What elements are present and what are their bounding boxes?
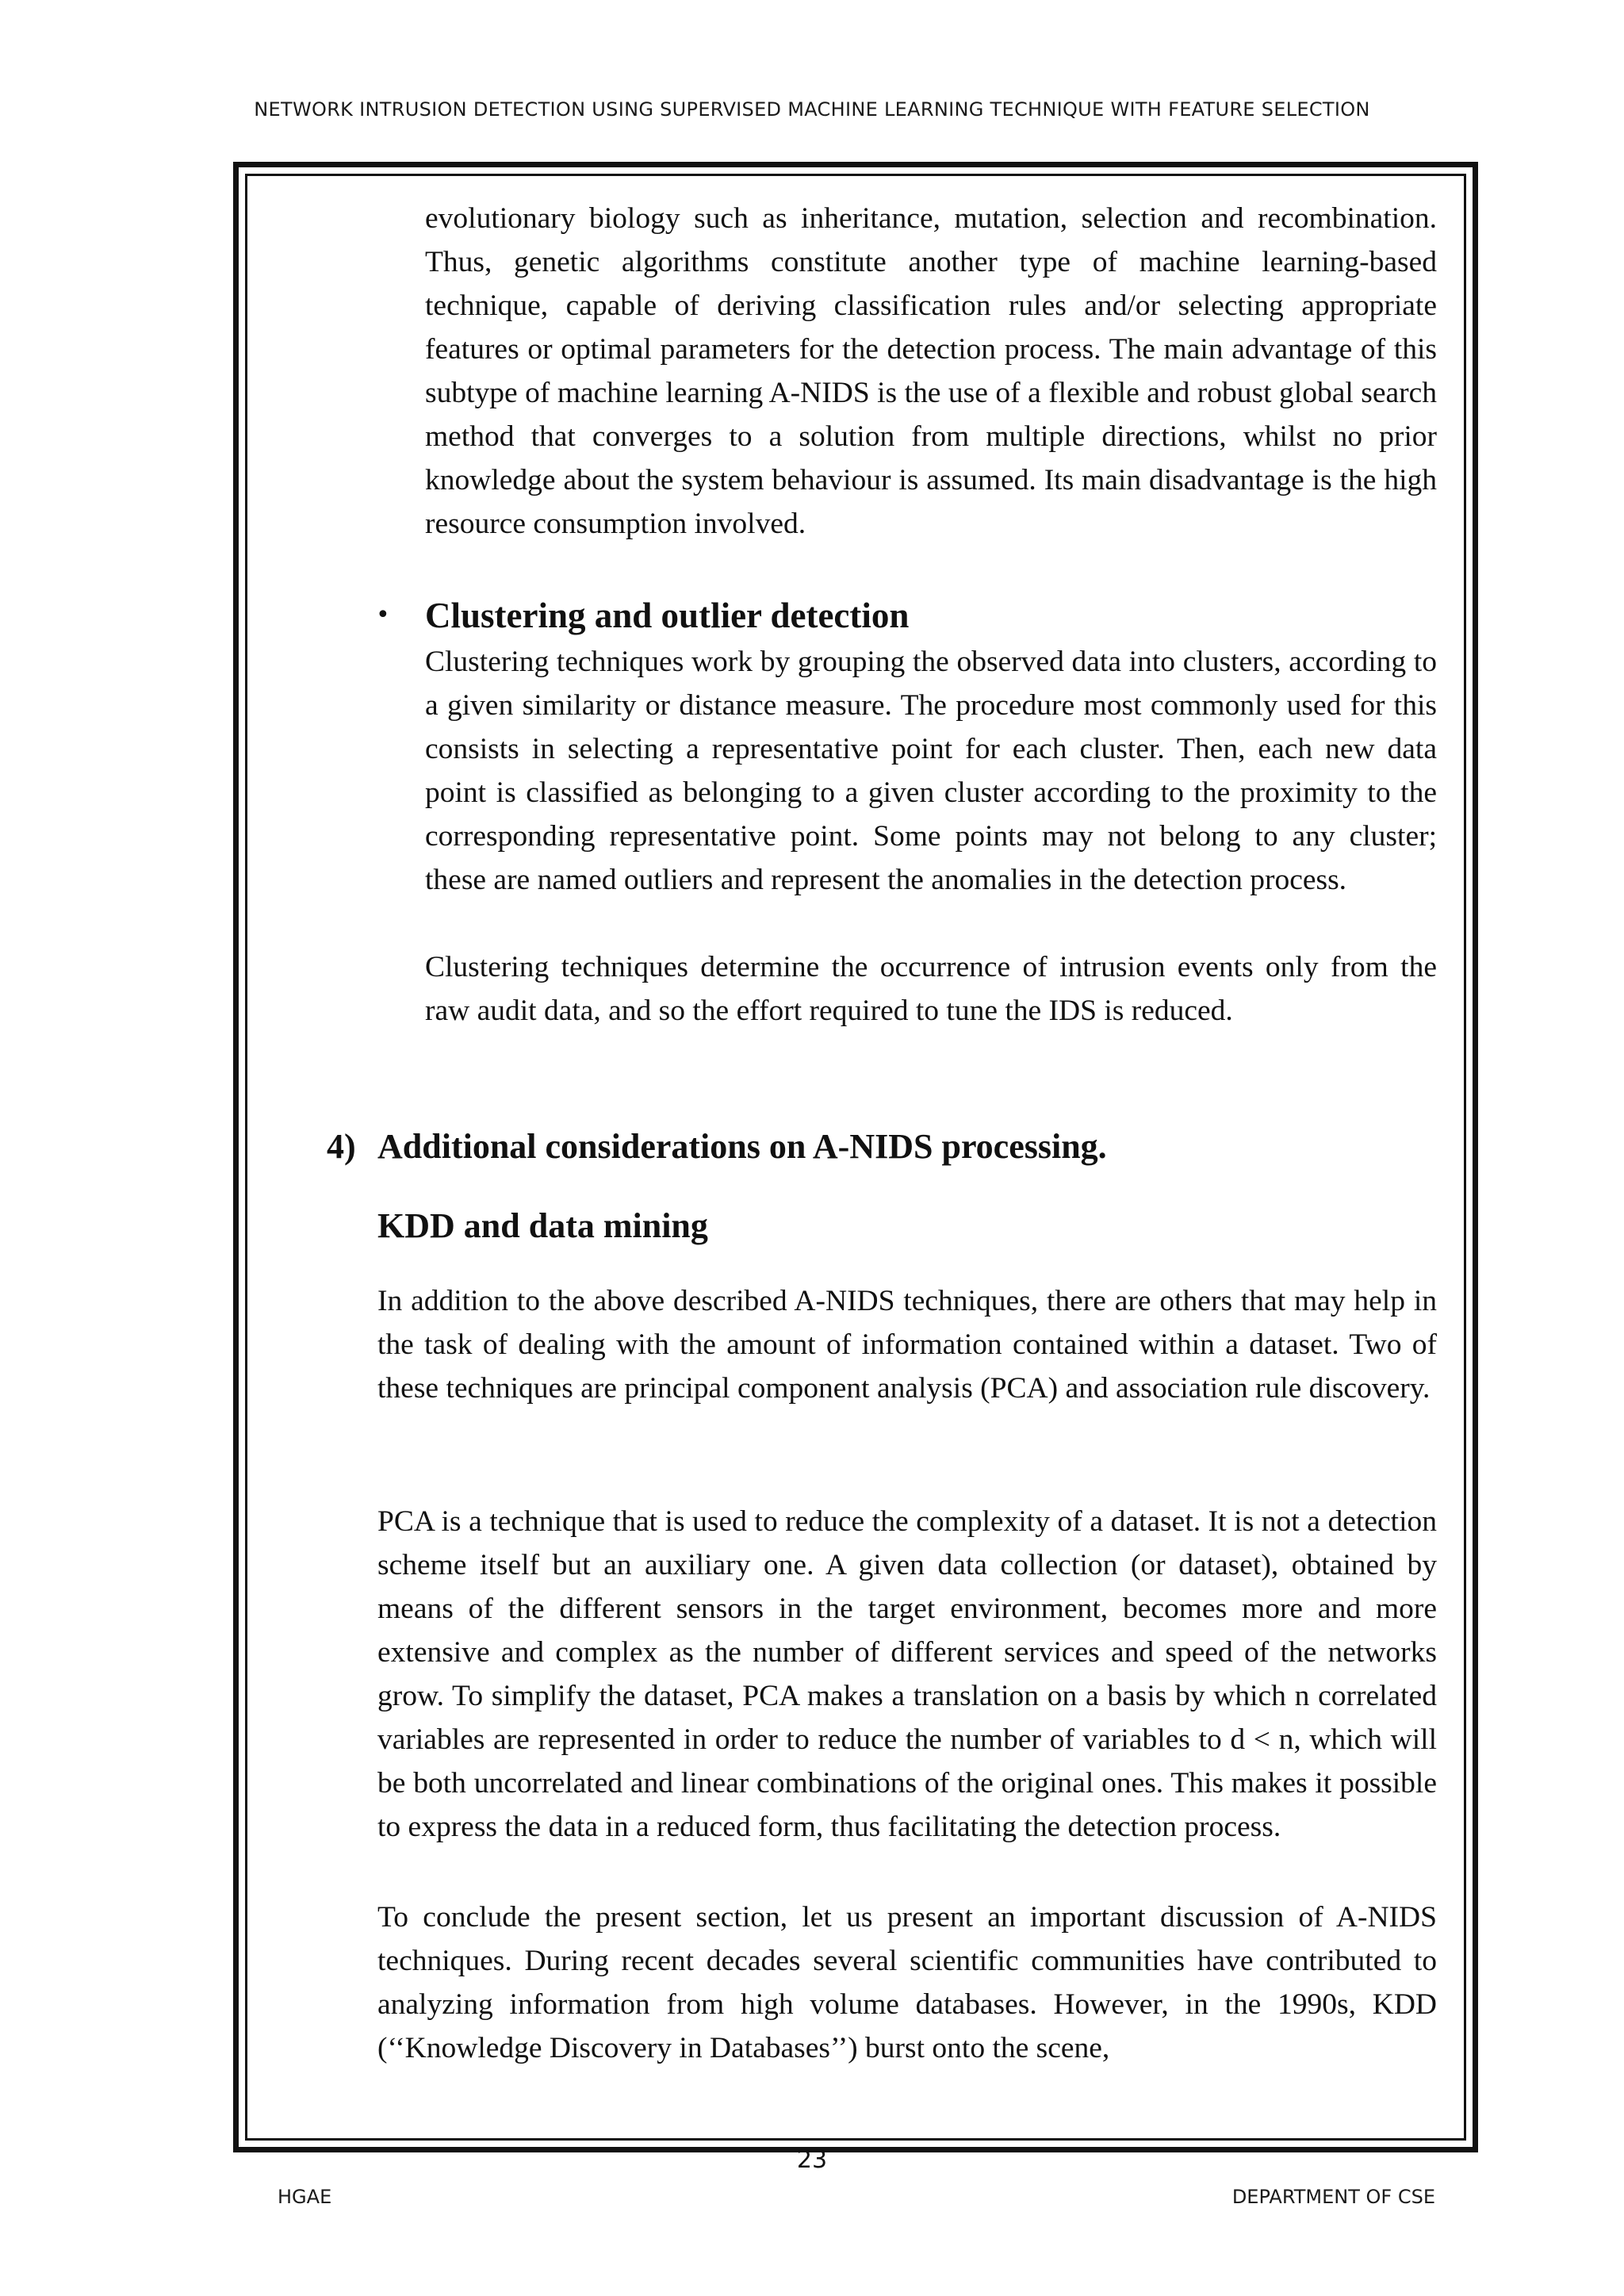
footer-institution: HGAE	[278, 2186, 332, 2208]
subsection-title: KDD and data mining	[377, 1206, 708, 1245]
section-title: Additional considerations on A-NIDS processing.	[377, 1127, 1107, 1166]
pca-paragraph: PCA is a technique that is used to reduce the complexity of a dataset. It is not a detection scheme itself but an auxiliary one. A given data collection (or dataset), obtained by means of the different sensors in the target environment, becomes more and more extensive and complex as the number of different services and speed of the networks grow. To simplify the dataset, PCA makes a translation on a basis by which n correlated variables are represented in order to reduce the number of variables to d < n, which will be both uncorrelated and linear combinations of the original ones. This makes it possible to express the data in a reduced form, thus facilitating the detection process.	[377, 1505, 1437, 1843]
page-number: 23	[796, 2146, 828, 2174]
clustering-heading: Clustering and outlier detection	[425, 596, 910, 635]
footer-department: DEPARTMENT OF CSE	[1231, 2186, 1435, 2208]
conclusion-paragraph: To conclude the present section, let us present an important discussion of A-NIDS techniques. During recent decades several scientific communities have contributed to analyzing information from high volume databases. However, in the 1990s, KDD (‘‘Knowledge Discovery in Databases’’) burst onto the scene,	[377, 1901, 1437, 2064]
section-number: 4)	[327, 1127, 356, 1166]
clustering-paragraph-2: Clustering techniques determine the occurrence of intrusion events only from the raw audit data, and so the effort required to tune the IDS is reduced.	[425, 951, 1437, 1027]
running-header: NETWORK INTRUSION DETECTION USING SUPERVISED MACHINE LEARNING TECHNIQUE WITH FEATURE SELECTION	[254, 98, 1370, 121]
bullet-dot: •	[376, 601, 390, 629]
kdd-paragraph-1: In addition to the above described A-NIDS techniques, there are others that may help in the task of dealing with the amount of information contained within a dataset. Two of these techniques are principal component analysis (PCA) and association rule discovery.	[377, 1285, 1437, 1405]
clustering-paragraph-1: Clustering techniques work by grouping the observed data into clusters, according to a given similarity or distance measure. The procedure most commonly used for this consists in selecting a representative point for each cluster. Then, each new data point is classified as belonging to a given cluster according to the proximity to the corresponding representative point. Some points may not belong to any cluster; these are named outliers and represent the anomalies in the detection process.	[425, 646, 1437, 896]
genetic-algorithms-paragraph: evolutionary biology such as inheritance, mutation, selection and recombination. Thus, genetic algorithms constitute another type of machine learning-based technique, capable of deriving classification rules and/or selecting appropriate features or optimal parameters for the detection process. The main advantage of this subtype of machine learning A-NIDS is the use of a flexible and robust global search method that converges to a solution from multiple directions, whilst no prior knowledge about the system behaviour is assumed. Its main disadvantage is the high resource consumption involved.	[425, 202, 1437, 540]
